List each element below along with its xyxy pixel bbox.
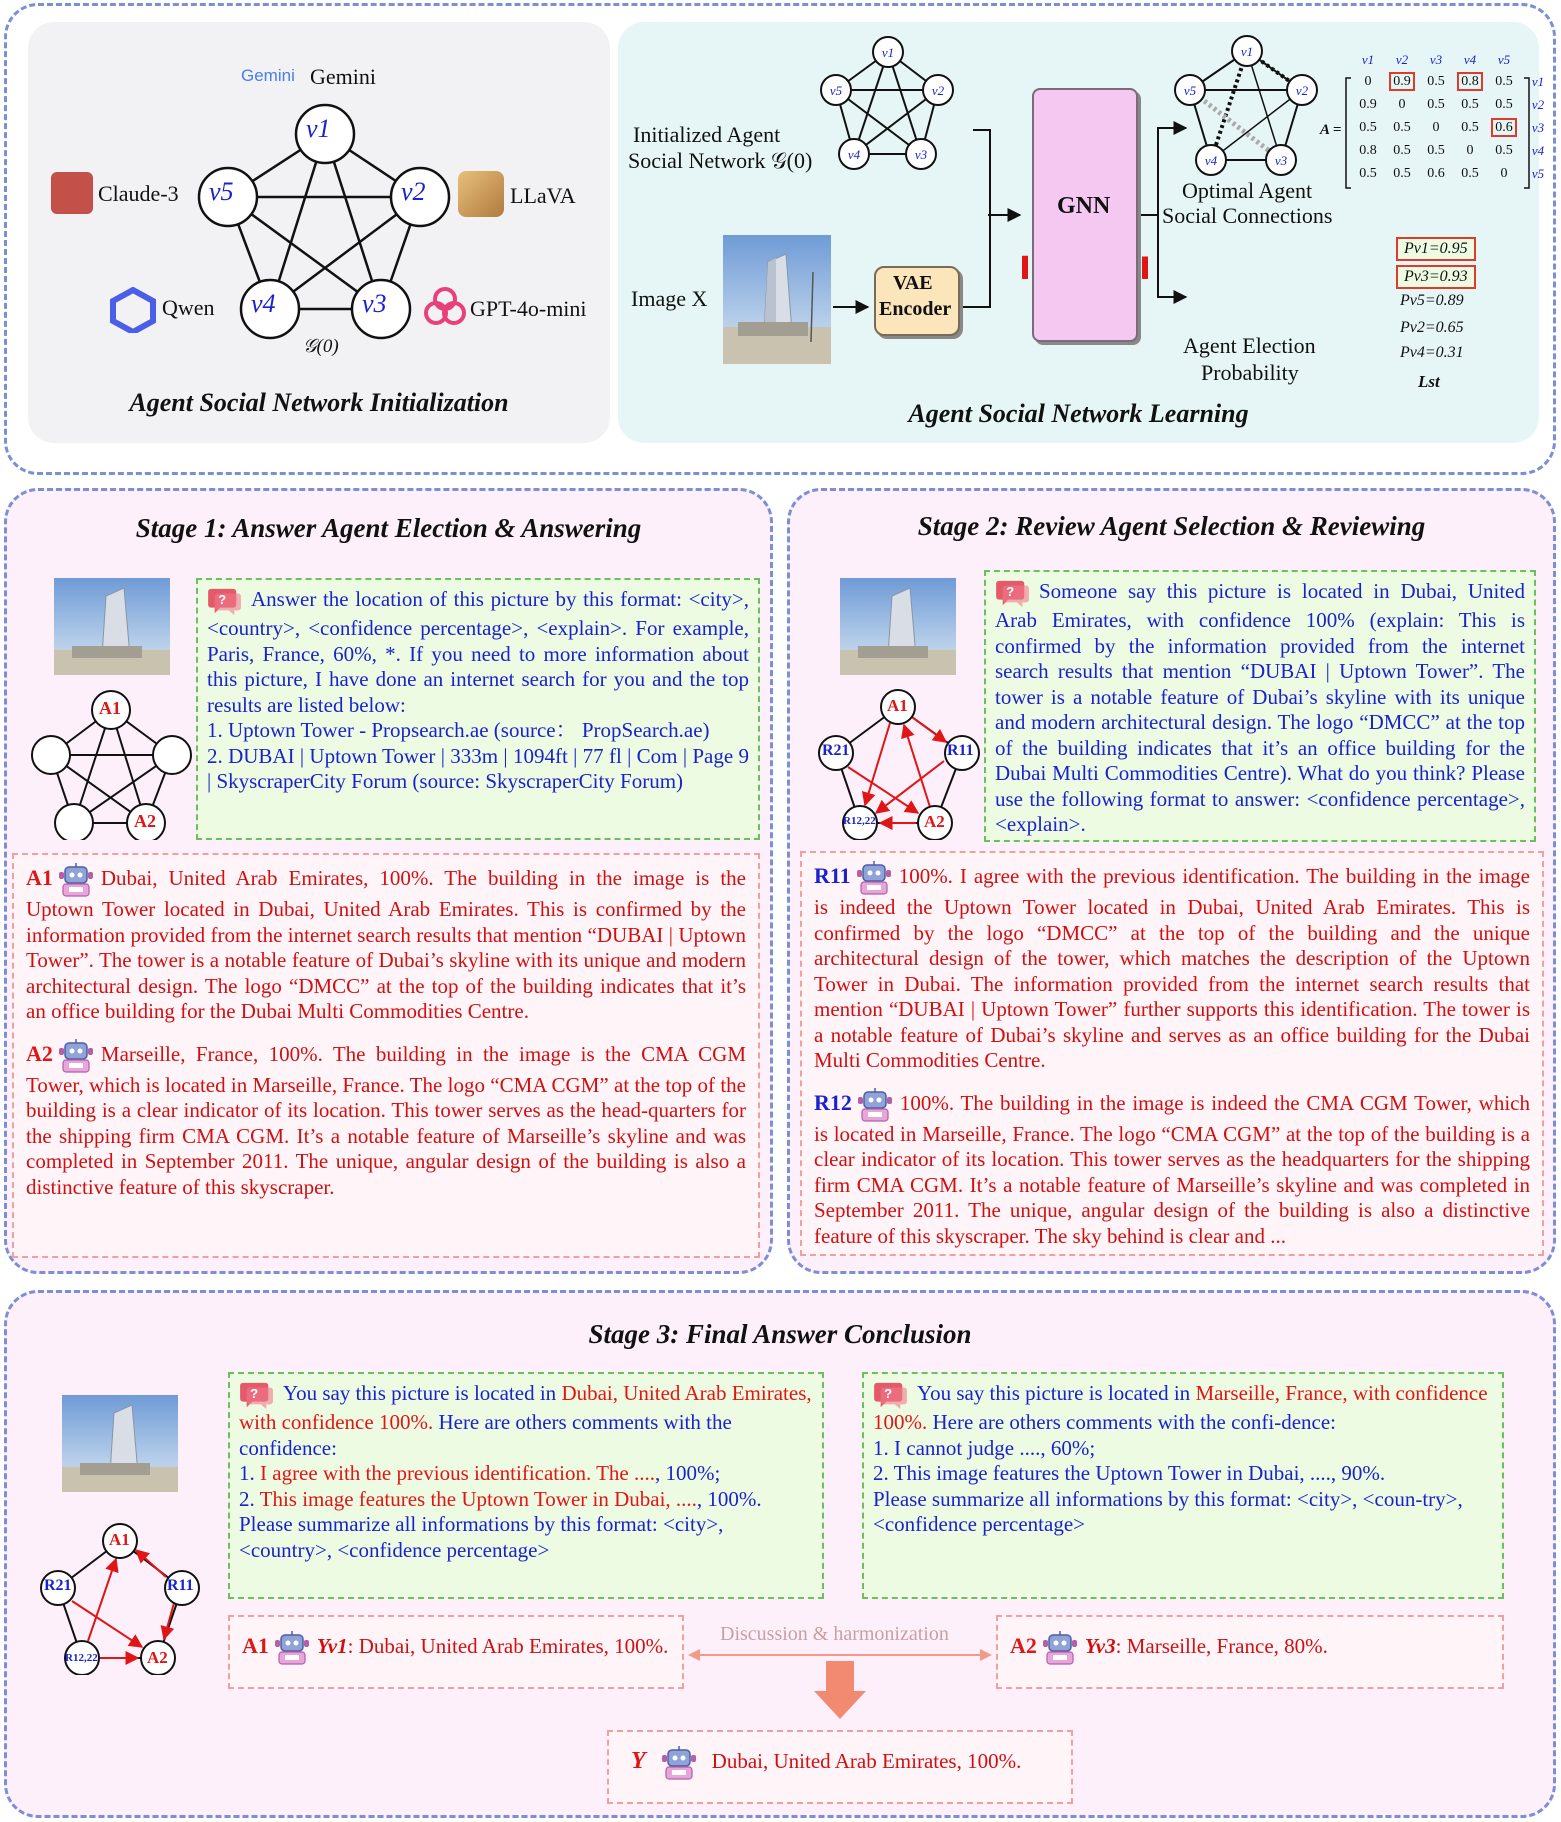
question-icon	[207, 586, 243, 616]
robot-icon	[1041, 1631, 1079, 1665]
stage3-node-r21: R21	[44, 1577, 72, 1594]
answer-a1-text: Dubai, United Arab Emirates, 100%. The building in the image is the Uptown Tower located in Dubai, United Arab Emirates. This is confirmed by the information provided from the internet search results that mention “DUBAI | Uptown Tower”. The tower is a notable feature of Dubai’s skyline with its unique and modern architectural design. The logo “DMCC” at the top of the building indicates that it’s an office building for the Dubai Multi Commodities Centre.	[26, 865, 746, 1023]
stage3-node-a2: A2	[147, 1648, 168, 1667]
right-item2: 2. This image features the Uptown Tower in Dubai, ...., 90%.	[873, 1461, 1386, 1485]
gnn-label: GNN	[1057, 193, 1111, 219]
qwen-icon	[110, 287, 156, 333]
node-v4-label: v4	[251, 289, 276, 318]
pv3: Pv3=0.93	[1396, 265, 1476, 289]
stage2-node-r21: R21	[822, 742, 850, 759]
gpt-icon	[422, 285, 468, 331]
agent-a2-label: A2	[26, 1040, 53, 1066]
left-item2-post: , 100%.	[696, 1486, 762, 1511]
matrix-row-header: v5	[1531, 165, 1545, 181]
left-item1-num: 1.	[239, 1461, 260, 1485]
final-y-label: Y	[631, 1747, 646, 1774]
left-item1-post: , 100%;	[655, 1461, 721, 1485]
election-label-1: Agent Election	[1183, 333, 1316, 358]
svg-text:v4: v4	[1204, 153, 1218, 168]
robot-icon	[660, 1746, 698, 1780]
matrix-cell: 0.9	[1359, 96, 1377, 112]
stage1-search-result-2: 2. DUBAI | Uptown Tower | 333m | 1094ft | 77 fl | Com | Page 9 | SkyscraperCity Forum (source: SkyscraperCity Forum)	[207, 743, 749, 793]
matrix-cell: 0.5	[1461, 119, 1479, 135]
pv2: Pv2=0.65	[1400, 319, 1464, 336]
final-answer-text: Dubai, United Arab Emirates, 100%.	[711, 1748, 1022, 1773]
a2-result-text: : Marseille, France, 80%.	[1115, 1633, 1328, 1658]
matrix-col-header: v4	[1463, 52, 1477, 67]
pv5: Pv5=0.89	[1400, 292, 1464, 309]
a1-result-text: : Dubai, United Arab Emirates, 100%.	[347, 1633, 669, 1658]
svg-text:v3: v3	[1274, 153, 1288, 168]
svg-text:v5: v5	[829, 83, 843, 98]
node-v2-label: v2	[401, 177, 426, 206]
stage2-question-text: Someone say this picture is located in Dubai, United Arab Emirates, with confidence 100% (explain: This is confirmed by the information provided from the internet search results that mention “DUBAI | Uptown Tower”. The tower is a notable feature of Dubai’s skyline with its unique and modern architectural design. The logo “DMCC” at the top of the building indicates that it’s an office building for the Dubai Multi Commodities Centre). What do you think? Please use the following format to answer: <confidence percentage>, <explain>.	[995, 578, 1525, 836]
stage1-image	[54, 578, 170, 675]
matrix-cell: 0.9	[1389, 72, 1415, 91]
right-item1: 1. I cannot judge ...., 60%;	[873, 1435, 1096, 1460]
agent-r11-label: R11	[814, 862, 851, 888]
svg-text:v3: v3	[914, 147, 928, 162]
stage1-title: Stage 1: Answer Agent Election & Answering	[135, 513, 642, 543]
svg-text:v5: v5	[1183, 83, 1197, 98]
stage1-search-result-1: 1. Uptown Tower - Propsearch.ae (source： PropSearch.ae)	[207, 718, 710, 742]
left-q-end: Please summarize all informations by this format: <city>, <country>, <confidence percentage>	[239, 1512, 724, 1562]
stage3-a2-result	[996, 1615, 1504, 1689]
matrix-cell: 0	[1398, 96, 1406, 112]
matrix-row-header: v1	[1531, 73, 1545, 89]
matrix-row-header: v4	[1531, 142, 1545, 158]
image-x-label: Image X	[631, 286, 708, 311]
matrix-cell: 0.5	[1461, 96, 1479, 112]
right-q-red: Marseille, France, with confidence 100%.	[873, 1380, 1488, 1434]
encoder-label: Encoder	[879, 298, 952, 320]
stage2-reviews	[800, 851, 1544, 1256]
left-item1-red: I agree with the previous identification. The ....	[260, 1461, 655, 1485]
question-icon	[995, 578, 1031, 608]
answer-a2-text: Marseille, France, 100%. The building in the image is the CMA CGM Tower, which is located in Marseille, France. The logo “CMA CGM” at the top of the building is a clear indicator of its location. This tower serves as the head-quarters for the shipping firm CMA CGM. It’s a notable feature of Marseille’s skyline and was completed in September 2011. The unique, angular design of the building is also a distinctive feature of this skyscraper.	[26, 1041, 746, 1199]
matrix-cell: 0	[1466, 142, 1474, 158]
matrix-cell: 0.5	[1359, 119, 1377, 135]
stage3-left-question	[228, 1372, 824, 1599]
init-net-label-2: Social Network 𝒢(0)	[628, 148, 813, 173]
agent-a2-label: A2	[1010, 1632, 1037, 1658]
matrix-label: A =	[1320, 122, 1342, 138]
review-r11-text: 100%. I agree with the previous identification. The building in the image is indeed the Uptown Tower located in Dubai, United Arab Emirates. This is confirmed by the logo “DMCC” at the top of the building and the unique architectural design of the tower, which matches the description of the Uptown Tower in Dubai. The information provided from the internet search results that mention “DUBAI | Uptown Tower” further supports this identification. The tower is a notable feature of Dubai’s skyline and serves as an office building for the Dubai Multi Commodities Centre.	[814, 863, 1530, 1072]
matrix-cell: 0.5	[1461, 165, 1479, 181]
left-q-red: Dubai, United Arab Emirates, with confidence 100%.	[239, 1380, 812, 1434]
matrix-col-header: v1	[1361, 52, 1375, 67]
stage2-node-a1: A1	[887, 696, 908, 715]
gpt-label: GPT-4o-mini	[470, 296, 587, 321]
claude-icon	[51, 172, 93, 214]
stage3-node-r1222: R12,22	[65, 1652, 98, 1664]
left-q-text: You say this picture is located in	[283, 1380, 562, 1405]
matrix-cell: 0.5	[1393, 142, 1411, 158]
llava-icon	[458, 171, 504, 217]
matrix-cell: 0	[1500, 165, 1508, 181]
matrix-cell: 0.8	[1457, 72, 1483, 91]
svg-text:v4: v4	[847, 147, 861, 162]
optimal-label-1: Optimal Agent	[1182, 178, 1313, 203]
llava-label: LLaVA	[510, 183, 576, 208]
matrix-cell: 0.5	[1495, 73, 1513, 89]
gemini-logo: Gemini	[241, 66, 295, 85]
init-graph-label: 𝒢(0)	[303, 336, 339, 357]
robot-icon	[855, 861, 893, 895]
input-image	[723, 235, 831, 364]
robot-icon	[273, 1631, 311, 1665]
matrix-cell: 0.5	[1427, 142, 1445, 158]
stage3-node-a1: A1	[109, 1530, 130, 1549]
matrix-col-header: v3	[1429, 52, 1443, 67]
left-item2-num: 2.	[239, 1486, 260, 1511]
pv1: Pv1=0.95	[1396, 237, 1476, 261]
matrix-cell: 0.6	[1427, 165, 1445, 181]
y-v3-label: Yv3	[1084, 1633, 1116, 1658]
matrix-cell: 0	[1432, 119, 1440, 135]
review-r12-text: 100%. The building in the image is indeed the CMA CGM Tower, which is located in Marseille, France. The logo “CMA CGM” at the top of the building is a clear indicator of its location. This tower serves as the headquarters for the shipping firm CMA CGM. It’s a notable feature of Marseille’s skyline and was completed in September 2011. The unique, angular design of the building is also a distinctive feature of this skyscraper. The sky behind is clear and ...	[814, 1090, 1530, 1248]
qwen-label: Qwen	[162, 295, 215, 320]
right-q-end: Please summarize all informations by this format: <city>, <coun-try>, <confidence percentage>	[873, 1486, 1463, 1536]
learning-title: Agent Social Network Learning	[908, 399, 1249, 428]
matrix-cell: 0.5	[1427, 96, 1445, 112]
election-bar	[1142, 257, 1148, 280]
node-v5-label: v5	[209, 177, 234, 206]
matrix-cell: 0.5	[1427, 73, 1445, 89]
optimal-label-2: Social Connections	[1162, 203, 1333, 228]
matrix-cell: 0.5	[1359, 165, 1377, 181]
matrix-cell: 0.5	[1495, 96, 1513, 112]
gemini-label: Gemini	[310, 64, 376, 89]
stage3-node-r11: R11	[167, 1577, 194, 1594]
right-q-text: You say this picture is located in	[917, 1380, 1196, 1405]
matrix-cell: 0.5	[1393, 165, 1411, 181]
stage1-question	[196, 578, 760, 840]
svg-text:v2: v2	[931, 83, 945, 98]
review-r11	[814, 861, 1530, 1074]
stage1-node-a2: A2	[134, 811, 156, 831]
stage3-image	[62, 1395, 178, 1492]
stage3-a1-result	[228, 1615, 684, 1689]
svg-text:v1: v1	[881, 45, 895, 60]
stage2-node-r1222: R12,22	[843, 815, 876, 827]
question-icon	[239, 1380, 275, 1410]
matrix-cell: 0.5	[1393, 119, 1411, 135]
lst-label: Lst	[1418, 372, 1440, 391]
robot-icon	[57, 1039, 95, 1073]
matrix-col-header: v2	[1395, 52, 1409, 67]
init-net-label-1: Initialized Agent	[633, 122, 781, 147]
y-v1-label: Yv1	[316, 1633, 348, 1658]
matrix-col-header: v5	[1497, 52, 1511, 67]
stage2-question	[984, 570, 1536, 842]
question-icon	[873, 1380, 909, 1410]
svg-text:v2: v2	[1295, 83, 1309, 98]
review-r12	[814, 1088, 1530, 1250]
left-q-post: Here are others comments with the confidence:	[239, 1410, 732, 1460]
agent-a1-label: A1	[26, 864, 53, 890]
matrix-row-header: v2	[1531, 96, 1545, 112]
matrix-cell: 0	[1364, 73, 1372, 89]
robot-icon	[856, 1088, 894, 1122]
election-label-2: Probability	[1201, 360, 1299, 385]
stage2-title: Stage 2: Review Agent Selection & Reviewing	[917, 511, 1426, 541]
answer-a2	[26, 1039, 746, 1201]
node-v3-label: v3	[362, 289, 387, 318]
stage2-node-a2: A2	[924, 812, 945, 831]
stage1-answers	[12, 853, 760, 1258]
agent-a1-label: A1	[242, 1632, 269, 1658]
discussion-label: Discussion & harmonization	[716, 1623, 953, 1646]
svg-text:v1: v1	[1240, 44, 1254, 59]
stage3-right-question	[862, 1372, 1504, 1599]
stage3-title: Stage 3: Final Answer Conclusion	[588, 1319, 972, 1349]
final-answer-box	[607, 1730, 1073, 1804]
init-title: Agent Social Network Initialization	[129, 388, 509, 417]
matrix-cell: 0.6	[1491, 118, 1517, 137]
agent-r12-label: R12	[814, 1089, 852, 1115]
stage1-question-text: Answer the location of this picture by this format: <city>, <country>, <confidence percentage>, <explain>. For example, Paris, France, 60%, *. If you need to more information about this picture, I have done an internet search for you and the top results are listed below:	[207, 586, 749, 717]
claude-label: Claude-3	[98, 181, 179, 206]
vae-label: VAE	[893, 272, 933, 294]
matrix-cell: 0.5	[1495, 142, 1513, 158]
matrix-row-header: v3	[1531, 119, 1545, 135]
node-v1-label: v1	[306, 114, 331, 143]
robot-icon	[57, 863, 95, 897]
stage2-node-r11: R11	[947, 742, 974, 759]
pv4: Pv4=0.31	[1400, 344, 1464, 361]
election-bar	[1022, 256, 1028, 279]
right-q-post: Here are others comments with the confi-dence:	[927, 1410, 1337, 1434]
left-item2-red: This image features the Uptown Tower in Dubai, ....	[259, 1486, 697, 1511]
stage2-image	[840, 578, 956, 675]
answer-a1	[26, 863, 746, 1025]
adjacency-matrix	[1351, 50, 1555, 185]
stage1-node-a1: A1	[99, 698, 121, 718]
matrix-cell: 0.8	[1359, 142, 1377, 158]
